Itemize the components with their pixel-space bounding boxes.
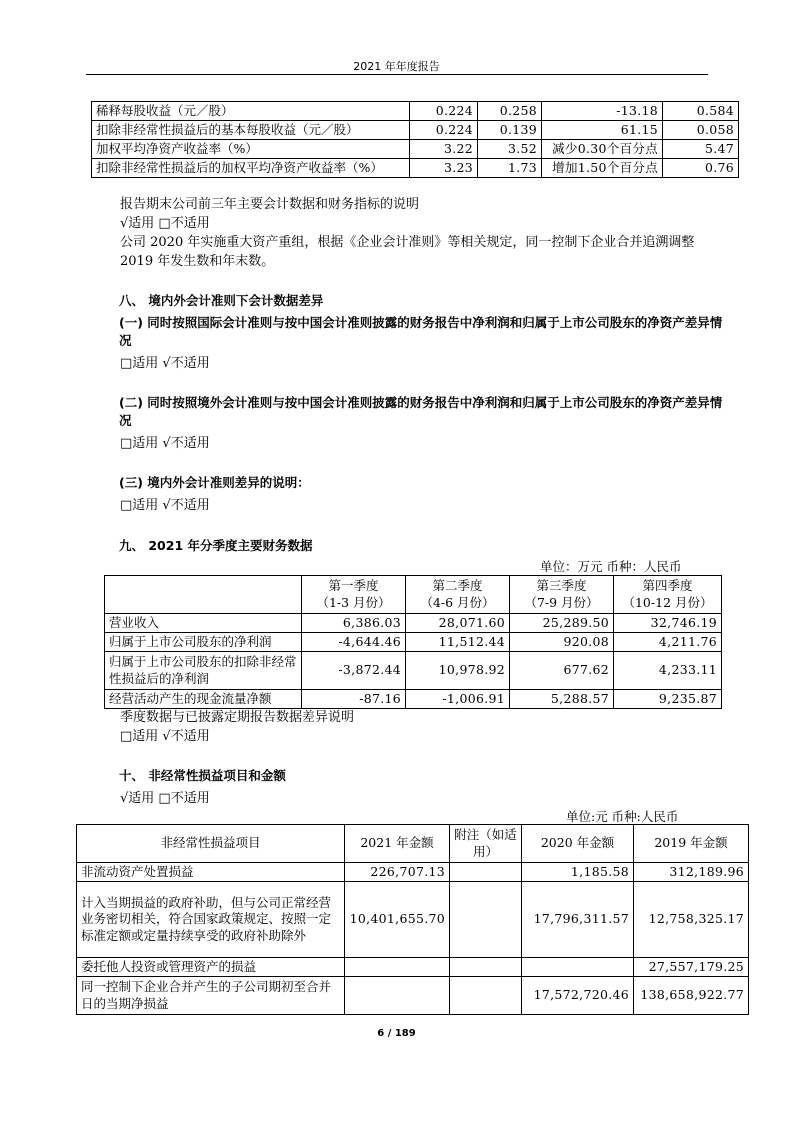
section9-heading: 九、 2021 年分季度主要财务数据 bbox=[119, 538, 313, 553]
indicators-table bbox=[91, 101, 739, 178]
cell: 4,211.76 bbox=[614, 633, 722, 652]
section8-sub1-heading: (一) 同时按照国际会计准则与按中国会计准则披露的财务报告中净利润和归属于上市公司股东的净资产差异情况 bbox=[119, 315, 723, 348]
nonrecurring-table bbox=[76, 824, 749, 1015]
note-cell bbox=[450, 977, 522, 1015]
cell: 10,978.92 bbox=[406, 652, 510, 690]
column-header: 附注（如适用） bbox=[450, 825, 522, 863]
cell: 25,289.50 bbox=[510, 614, 614, 633]
cell: 9,235.87 bbox=[614, 690, 722, 709]
cell: 32,746.19 bbox=[614, 614, 722, 633]
section8-heading: 八、 境内外会计准则下会计数据差异 bbox=[119, 293, 324, 308]
value-2021: 3.22 bbox=[410, 140, 478, 159]
value-2021: 10,401,655.70 bbox=[345, 882, 450, 958]
value-change: 减少0.30个百分点 bbox=[542, 140, 663, 159]
section10-heading: 十、 非经常性损益项目和金额 bbox=[119, 768, 286, 783]
value-2020: 17,796,311.57 bbox=[522, 882, 634, 958]
value-2020: 1.73 bbox=[478, 159, 542, 178]
cell: 4,233.11 bbox=[614, 652, 722, 690]
note-cell bbox=[450, 958, 522, 977]
section8-sub2-heading: (二) 同时按照境外会计准则与按中国会计准则披露的财务报告中净利润和归属于上市公司股东的净资产差异情况 bbox=[119, 395, 723, 428]
table-row bbox=[77, 863, 749, 882]
explanation-text: 公司 2020 年实施重大资产重组，根据《企业会计准则》等相关规定，同一控制下企业合并追溯调整 2019 年发生数和年末数。 bbox=[120, 235, 695, 269]
table-row bbox=[77, 958, 749, 977]
header-empty bbox=[105, 576, 302, 614]
table-row bbox=[105, 652, 722, 690]
note-cell bbox=[450, 863, 522, 882]
cell: 11,512.44 bbox=[406, 633, 510, 652]
value-2019: 27,557,179.25 bbox=[634, 958, 749, 977]
value-change: 增加1.50个百分点 bbox=[542, 159, 663, 178]
value-2021 bbox=[345, 977, 450, 1015]
table-row bbox=[105, 690, 722, 709]
table-header-row bbox=[105, 576, 722, 614]
header-rule bbox=[86, 74, 708, 75]
row-label: 归属于上市公司股东的净利润 bbox=[105, 633, 302, 652]
cell: 28,071.60 bbox=[406, 614, 510, 633]
section10-applicability: √适用 □不适用 bbox=[120, 791, 210, 806]
table-row bbox=[92, 102, 739, 121]
section8-sub2-applicability: □适用 √不适用 bbox=[120, 436, 210, 451]
column-header: 非经常性损益项目 bbox=[77, 825, 345, 863]
section8-sub1-applicability: □适用 √不适用 bbox=[120, 356, 210, 371]
value-2020 bbox=[522, 958, 634, 977]
value-2020: 0.139 bbox=[478, 121, 542, 140]
section9-note-applicability: □适用 √不适用 bbox=[120, 729, 210, 744]
table-row bbox=[92, 159, 739, 178]
column-header: 2019 年金额 bbox=[634, 825, 749, 863]
cell: 5,288.57 bbox=[510, 690, 614, 709]
table-row bbox=[77, 977, 749, 1015]
explanation-title: 报告期末公司前三年主要会计数据和财务指标的说明 bbox=[120, 197, 420, 212]
row-label: 计入当期损益的政府补助，但与公司正常经营业务密切相关，符合国家政策规定、按照一定标准定额或定量持续享受的政府补助除外 bbox=[77, 882, 345, 958]
table-row bbox=[77, 882, 749, 958]
row-label: 经营活动产生的现金流量净额 bbox=[105, 690, 302, 709]
cell: -1,006.91 bbox=[406, 690, 510, 709]
row-label: 委托他人投资或管理资产的损益 bbox=[77, 958, 345, 977]
table-row bbox=[105, 633, 722, 652]
section9-note-title: 季度数据与已披露定期报告数据差异说明 bbox=[120, 710, 355, 725]
page-number: 6 / 189 bbox=[377, 1028, 416, 1039]
value-2020: 1,185.58 bbox=[522, 863, 634, 882]
cell: 920.08 bbox=[510, 633, 614, 652]
row-label: 加权平均净资产收益率（%） bbox=[92, 140, 410, 159]
column-header: 2020 年金额 bbox=[522, 825, 634, 863]
row-label: 同一控制下企业合并产生的子公司期初至合并日的当期净损益 bbox=[77, 977, 345, 1015]
value-2019: 312,189.96 bbox=[634, 863, 749, 882]
value-2019: 0.058 bbox=[663, 121, 739, 140]
row-label: 非流动资产处置损益 bbox=[77, 863, 345, 882]
column-header: 第四季度 （10-12 月份） bbox=[614, 576, 722, 614]
column-header: 第一季度 （1-3 月份） bbox=[302, 576, 406, 614]
table-header-row bbox=[77, 825, 749, 863]
table-row bbox=[92, 140, 739, 159]
value-2019: 5.47 bbox=[663, 140, 739, 159]
quarterly-table bbox=[104, 575, 722, 709]
value-2020: 3.52 bbox=[478, 140, 542, 159]
row-label: 扣除非经常性损益后的基本每股收益（元／股） bbox=[92, 121, 410, 140]
section8-sub3-applicability: □适用 √不适用 bbox=[120, 498, 210, 513]
value-2019: 138,658,922.77 bbox=[634, 977, 749, 1015]
value-2020: 0.258 bbox=[478, 102, 542, 121]
page-header-title: 2021 年年度报告 bbox=[353, 60, 440, 73]
value-change: -13.18 bbox=[542, 102, 663, 121]
value-2021: 0.224 bbox=[410, 121, 478, 140]
table-row bbox=[105, 614, 722, 633]
cell: -87.16 bbox=[302, 690, 406, 709]
column-header: 2021 年金额 bbox=[345, 825, 450, 863]
value-2021: 226,707.13 bbox=[345, 863, 450, 882]
row-label: 扣除非经常性损益后的加权平均净资产收益率（%） bbox=[92, 159, 410, 178]
cell: -3,872.44 bbox=[302, 652, 406, 690]
section8-sub3-heading: (三) 境内外会计准则差异的说明： bbox=[119, 475, 310, 490]
note-cell bbox=[450, 882, 522, 958]
table-row bbox=[92, 121, 739, 140]
value-2020: 17,572,720.46 bbox=[522, 977, 634, 1015]
value-2021: 0.224 bbox=[410, 102, 478, 121]
value-2021: 3.23 bbox=[410, 159, 478, 178]
section9-unit: 单位：万元 币种：人民币 bbox=[540, 559, 682, 574]
cell: 6,386.03 bbox=[302, 614, 406, 633]
row-label: 营业收入 bbox=[105, 614, 302, 633]
explanation-applicability: √适用 □不适用 bbox=[120, 216, 210, 231]
column-header: 第三季度 （7-9 月份） bbox=[510, 576, 614, 614]
value-2021 bbox=[345, 958, 450, 977]
row-label: 归属于上市公司股东的扣除非经常性损益后的净利润 bbox=[105, 652, 302, 690]
cell: 677.62 bbox=[510, 652, 614, 690]
value-change: 61.15 bbox=[542, 121, 663, 140]
row-label: 稀释每股收益（元／股） bbox=[92, 102, 410, 121]
cell: -4,644.46 bbox=[302, 633, 406, 652]
column-header: 第二季度 （4-6 月份） bbox=[406, 576, 510, 614]
value-2019: 0.584 bbox=[663, 102, 739, 121]
value-2019: 0.76 bbox=[663, 159, 739, 178]
value-2019: 12,758,325.17 bbox=[634, 882, 749, 958]
section10-unit: 单位:元 币种:人民币 bbox=[566, 809, 679, 824]
